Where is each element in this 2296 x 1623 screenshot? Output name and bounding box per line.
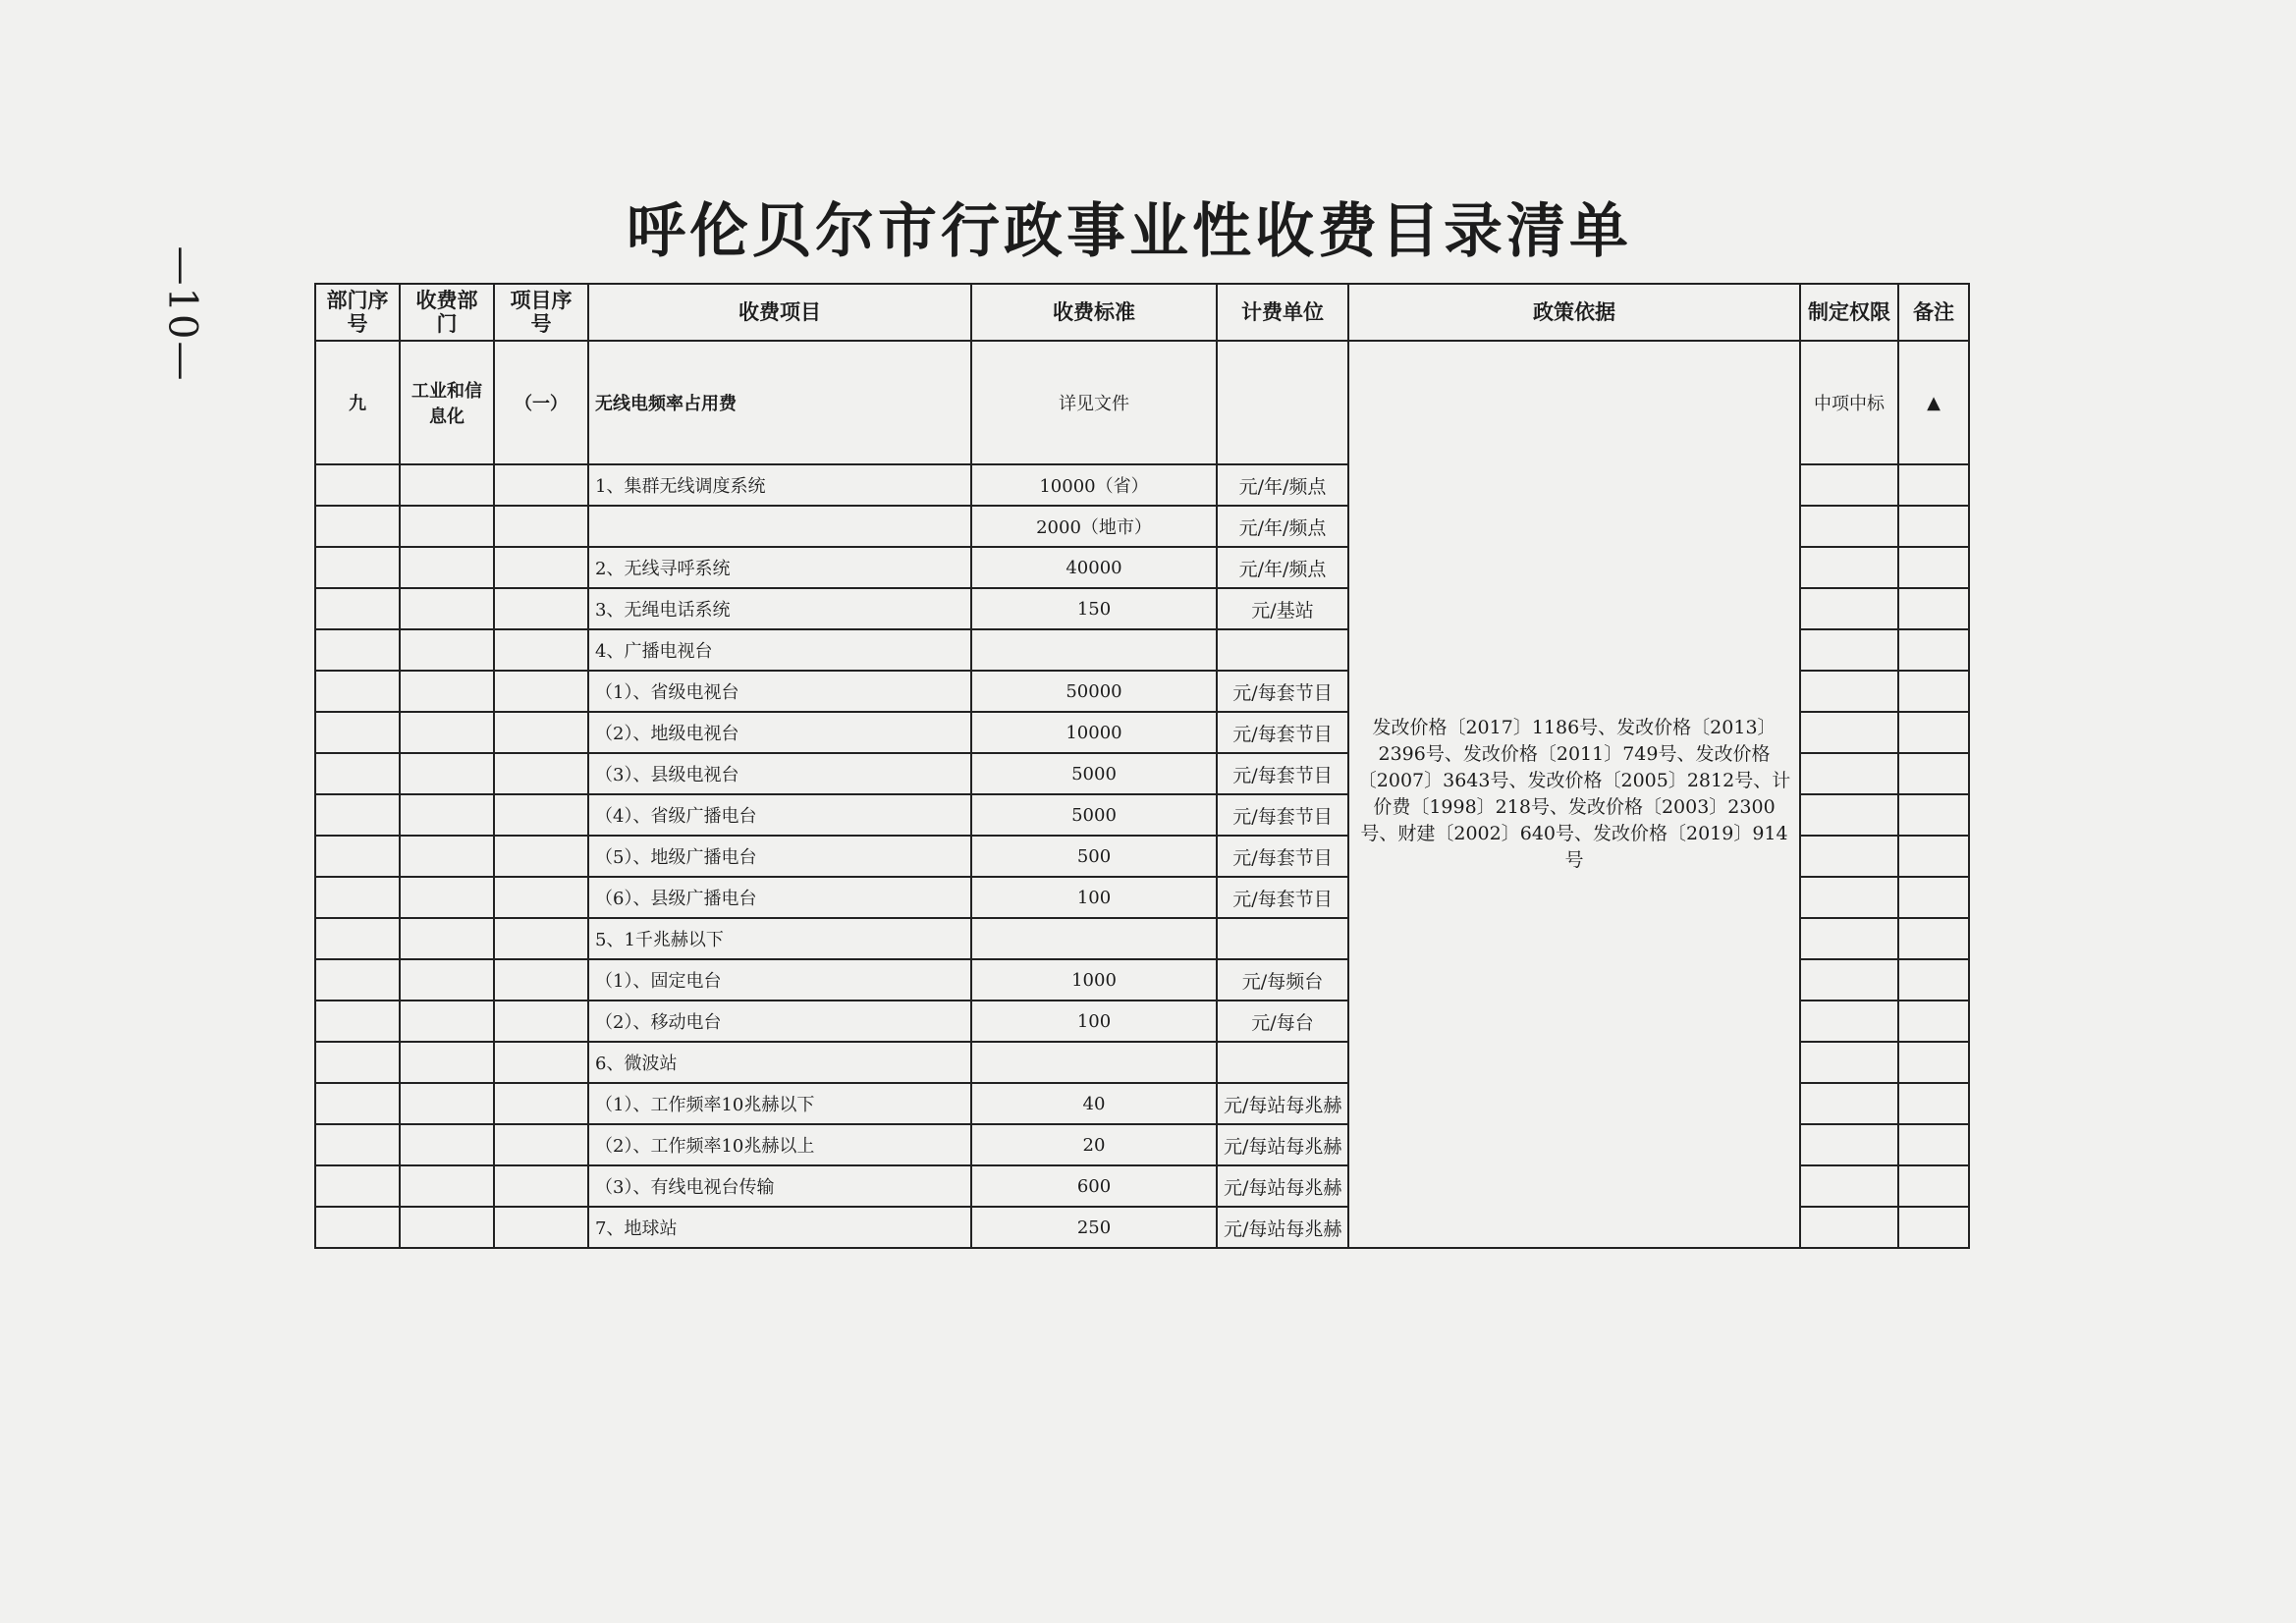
dept-no-cell (315, 1001, 400, 1042)
item-cell: 5、1千兆赫以下 (588, 918, 971, 959)
dept-cell (400, 547, 494, 588)
item-no-cell (494, 1042, 588, 1083)
dept-no-cell (315, 959, 400, 1001)
authority-cell (1800, 1083, 1898, 1124)
dept-cell (400, 712, 494, 753)
standard-cell: 50000 (971, 671, 1217, 712)
header-dept: 收费部门 (400, 284, 494, 341)
notes-cell: ▲ (1898, 341, 1969, 464)
notes-cell (1898, 918, 1969, 959)
item-no-cell: （一） (494, 341, 588, 464)
authority-cell (1800, 753, 1898, 794)
dept-cell (400, 918, 494, 959)
policy-basis-cell: 发改价格〔2017〕1186号、发改价格〔2013〕2396号、发改价格〔2011〕749号、发改价格〔2007〕3643号、发改价格〔2005〕2812号、计价费〔1998〕218号、发改价格〔2003〕2300号、财建〔2002〕640号、发改价格〔2019〕914号 (1348, 341, 1800, 1248)
authority-cell (1800, 629, 1898, 671)
unit-cell (1217, 1042, 1348, 1083)
dept-cell (400, 1207, 494, 1248)
standard-cell: 详见文件 (971, 341, 1217, 464)
header-row (315, 284, 1969, 341)
standard-cell (971, 629, 1217, 671)
header-dept-no: 部门序号 (315, 284, 400, 341)
notes-cell (1898, 1165, 1969, 1207)
dept-no-cell (315, 712, 400, 753)
notes-cell (1898, 836, 1969, 877)
item-cell: 1、集群无线调度系统 (588, 464, 971, 506)
item-cell: （4）、省级广播电台 (588, 794, 971, 836)
item-no-cell (494, 506, 588, 547)
notes-cell (1898, 1042, 1969, 1083)
dept-cell (400, 1001, 494, 1042)
unit-cell: 元/年/频点 (1217, 506, 1348, 547)
dept-cell (400, 1124, 494, 1165)
fee-catalogue-table (314, 283, 1970, 1249)
dept-cell (400, 1042, 494, 1083)
item-no-cell (494, 712, 588, 753)
unit-cell (1217, 341, 1348, 464)
unit-cell: 元/每站每兆赫 (1217, 1207, 1348, 1248)
dept-no-cell (315, 629, 400, 671)
item-cell: 无线电频率占用费 (588, 341, 971, 464)
header-authority: 制定权限 (1800, 284, 1898, 341)
standard-cell: 250 (971, 1207, 1217, 1248)
dept-no-cell (315, 794, 400, 836)
authority-cell (1800, 712, 1898, 753)
main-row (315, 341, 1969, 464)
notes-cell (1898, 753, 1969, 794)
standard-cell: 40000 (971, 547, 1217, 588)
item-cell: （1）、工作频率10兆赫以下 (588, 1083, 971, 1124)
authority-cell (1800, 588, 1898, 629)
dept-no-cell (315, 1042, 400, 1083)
authority-cell (1800, 794, 1898, 836)
standard-cell: 1000 (971, 959, 1217, 1001)
authority-cell (1800, 918, 1898, 959)
item-no-cell (494, 877, 588, 918)
standard-cell (971, 918, 1217, 959)
standard-cell (971, 1042, 1217, 1083)
unit-cell: 元/每套节目 (1217, 836, 1348, 877)
unit-cell: 元/每频台 (1217, 959, 1348, 1001)
notes-cell (1898, 547, 1969, 588)
item-no-cell (494, 753, 588, 794)
item-cell: 6、微波站 (588, 1042, 971, 1083)
standard-cell: 5000 (971, 794, 1217, 836)
dept-cell (400, 794, 494, 836)
authority-cell (1800, 1165, 1898, 1207)
notes-cell (1898, 1207, 1969, 1248)
notes-cell (1898, 671, 1969, 712)
unit-cell: 元/每套节目 (1217, 753, 1348, 794)
notes-cell (1898, 712, 1969, 753)
dept-cell (400, 959, 494, 1001)
authority-cell (1800, 1042, 1898, 1083)
item-cell: （1）、固定电台 (588, 959, 971, 1001)
page-title: 呼伦贝尔市行政事业性收费目录清单 (627, 197, 1632, 266)
dept-cell: 工业和信息化 (400, 341, 494, 464)
item-cell: （5）、地级广播电台 (588, 836, 971, 877)
unit-cell: 元/年/频点 (1217, 547, 1348, 588)
standard-cell: 100 (971, 877, 1217, 918)
notes-cell (1898, 959, 1969, 1001)
standard-cell: 2000（地市） (971, 506, 1217, 547)
item-cell: （6）、县级广播电台 (588, 877, 971, 918)
header-policy: 政策依据 (1348, 284, 1800, 341)
dept-no-cell (315, 1207, 400, 1248)
authority-cell (1800, 959, 1898, 1001)
notes-cell (1898, 464, 1969, 506)
dept-no-cell (315, 753, 400, 794)
standard-cell: 100 (971, 1001, 1217, 1042)
authority-cell (1800, 877, 1898, 918)
dept-no-cell (315, 1165, 400, 1207)
dept-no-cell (315, 1124, 400, 1165)
item-cell: 3、无绳电话系统 (588, 588, 971, 629)
standard-cell: 40 (971, 1083, 1217, 1124)
item-no-cell (494, 671, 588, 712)
unit-cell: 元/每台 (1217, 1001, 1348, 1042)
authority-cell (1800, 1001, 1898, 1042)
header-notes: 备注 (1898, 284, 1969, 341)
unit-cell: 元/每套节目 (1217, 794, 1348, 836)
standard-cell: 600 (971, 1165, 1217, 1207)
authority-cell (1800, 1207, 1898, 1248)
unit-cell (1217, 629, 1348, 671)
item-no-cell (494, 629, 588, 671)
item-cell: （2）、地级电视台 (588, 712, 971, 753)
dept-cell (400, 1165, 494, 1207)
dept-no-cell: 九 (315, 341, 400, 464)
dept-no-cell (315, 506, 400, 547)
item-no-cell (494, 1001, 588, 1042)
header-unit: 计费单位 (1217, 284, 1348, 341)
notes-cell (1898, 1083, 1969, 1124)
standard-cell: 500 (971, 836, 1217, 877)
item-cell: （3）、县级电视台 (588, 753, 971, 794)
item-no-cell (494, 588, 588, 629)
authority-cell (1800, 547, 1898, 588)
notes-cell (1898, 877, 1969, 918)
item-no-cell (494, 1207, 588, 1248)
dept-no-cell (315, 464, 400, 506)
standard-cell: 5000 (971, 753, 1217, 794)
item-cell: （2）、工作频率10兆赫以上 (588, 1124, 971, 1165)
authority-cell (1800, 836, 1898, 877)
item-no-cell (494, 836, 588, 877)
item-no-cell (494, 918, 588, 959)
standard-cell: 10000（省） (971, 464, 1217, 506)
authority-cell (1800, 506, 1898, 547)
dept-cell (400, 836, 494, 877)
dept-no-cell (315, 877, 400, 918)
page-number: —10— (159, 245, 204, 383)
item-no-cell (494, 1124, 588, 1165)
authority-cell (1800, 1124, 1898, 1165)
standard-cell: 10000 (971, 712, 1217, 753)
unit-cell: 元/基站 (1217, 588, 1348, 629)
item-cell: 4、广播电视台 (588, 629, 971, 671)
notes-cell (1898, 588, 1969, 629)
notes-cell (1898, 1124, 1969, 1165)
item-cell: （1）、省级电视台 (588, 671, 971, 712)
dept-no-cell (315, 1083, 400, 1124)
standard-cell: 20 (971, 1124, 1217, 1165)
authority-cell (1800, 671, 1898, 712)
item-cell: （3）、有线电视台传输 (588, 1165, 971, 1207)
dept-cell (400, 588, 494, 629)
notes-cell (1898, 629, 1969, 671)
dept-cell (400, 671, 494, 712)
unit-cell: 元/每套节目 (1217, 877, 1348, 918)
item-no-cell (494, 959, 588, 1001)
unit-cell: 元/每套节目 (1217, 671, 1348, 712)
item-cell: 2、无线寻呼系统 (588, 547, 971, 588)
dept-cell (400, 506, 494, 547)
item-no-cell (494, 1083, 588, 1124)
dept-no-cell (315, 588, 400, 629)
unit-cell: 元/每套节目 (1217, 712, 1348, 753)
dept-no-cell (315, 547, 400, 588)
authority-cell (1800, 464, 1898, 506)
item-no-cell (494, 464, 588, 506)
header-item-no: 项目序号 (494, 284, 588, 341)
dept-cell (400, 753, 494, 794)
notes-cell (1898, 1001, 1969, 1042)
dept-no-cell (315, 918, 400, 959)
header-standard: 收费标准 (971, 284, 1217, 341)
item-no-cell (494, 1165, 588, 1207)
header-item: 收费项目 (588, 284, 971, 341)
notes-cell (1898, 794, 1969, 836)
dept-no-cell (315, 671, 400, 712)
item-cell: （2）、移动电台 (588, 1001, 971, 1042)
item-no-cell (494, 794, 588, 836)
unit-cell: 元/每站每兆赫 (1217, 1124, 1348, 1165)
item-cell (588, 506, 971, 547)
dept-cell (400, 464, 494, 506)
item-cell: 7、地球站 (588, 1207, 971, 1248)
dept-no-cell (315, 836, 400, 877)
unit-cell: 元/每站每兆赫 (1217, 1083, 1348, 1124)
notes-cell (1898, 506, 1969, 547)
unit-cell: 元/每站每兆赫 (1217, 1165, 1348, 1207)
unit-cell: 元/年/频点 (1217, 464, 1348, 506)
authority-cell: 中项中标 (1800, 341, 1898, 464)
unit-cell (1217, 918, 1348, 959)
item-no-cell (494, 547, 588, 588)
standard-cell: 150 (971, 588, 1217, 629)
dept-cell (400, 629, 494, 671)
dept-cell (400, 1083, 494, 1124)
dept-cell (400, 877, 494, 918)
